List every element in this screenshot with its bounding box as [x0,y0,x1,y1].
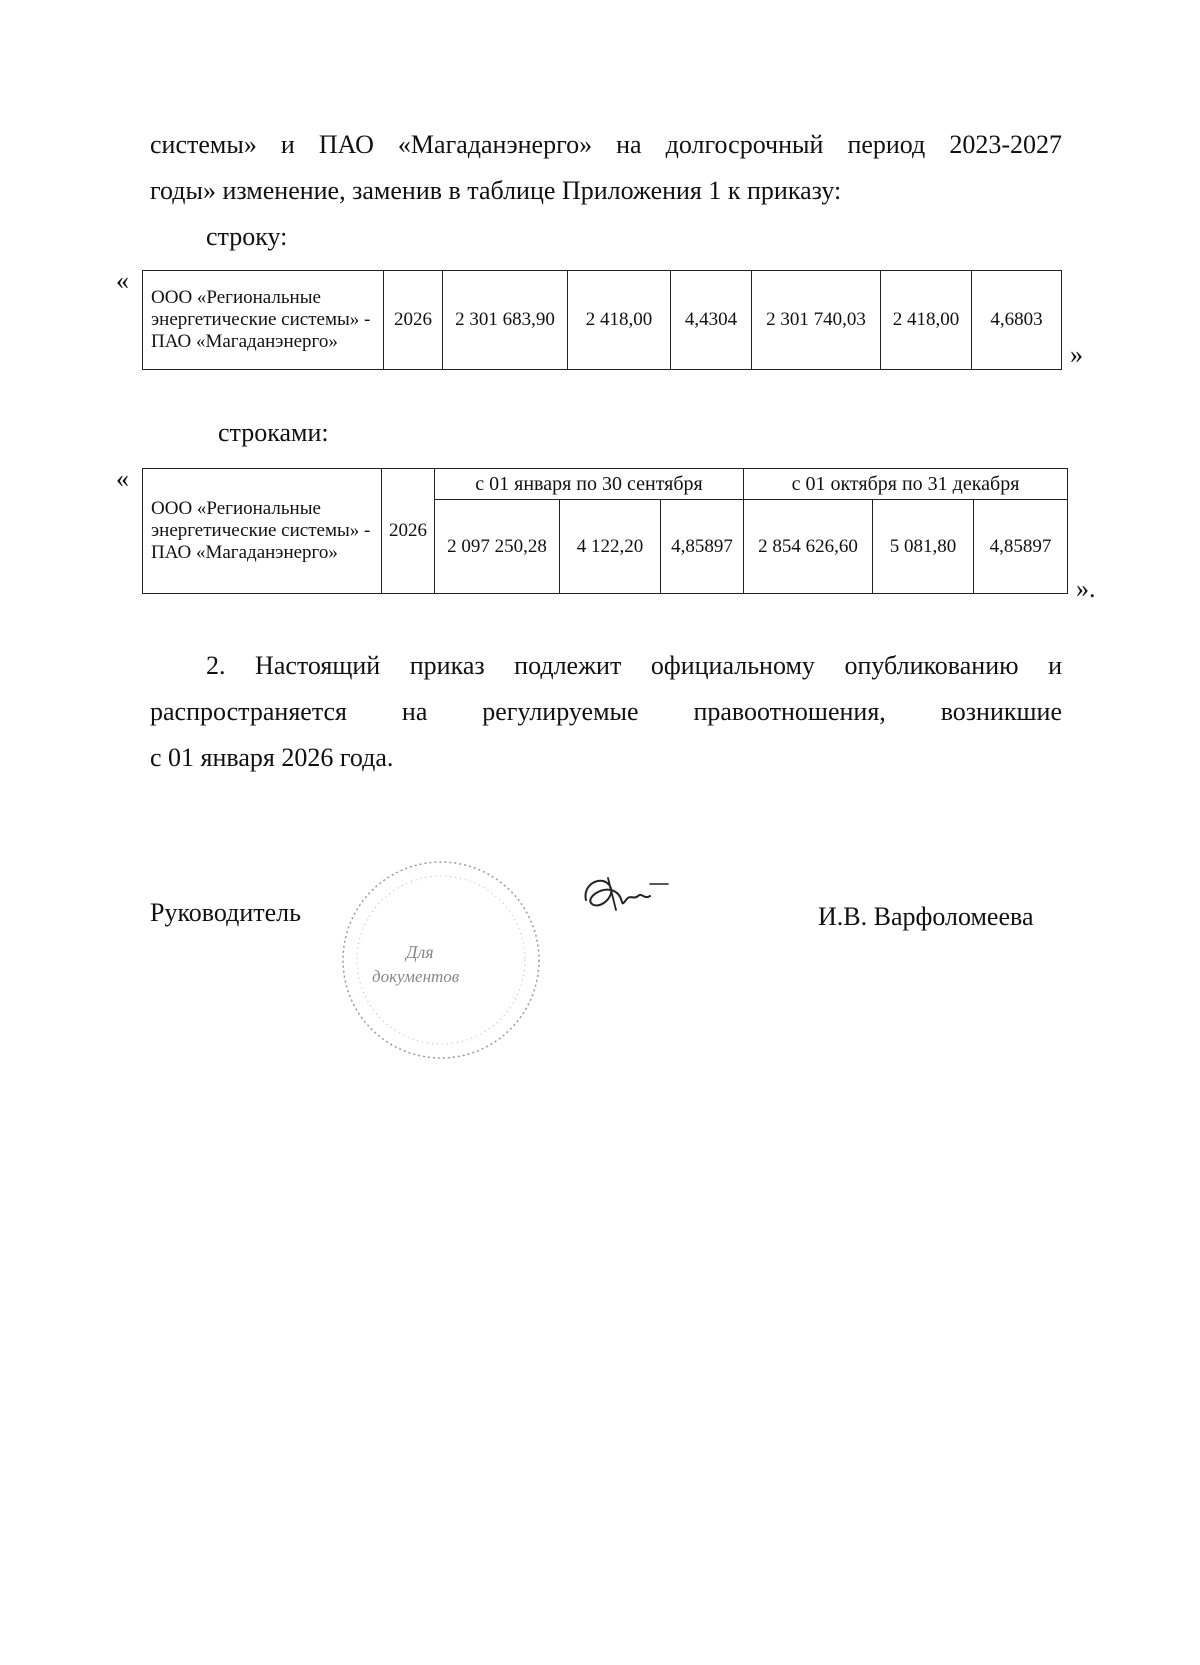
close-quote-1: » [1070,340,1083,369]
clause2-line-2: распространяется на регулируемые правоотношения, возникшие [150,697,1062,726]
label-row: строку: [206,222,288,251]
signer-title: Руководитель [150,898,301,927]
value-cell: 4,85897 [974,500,1068,594]
org-cell: ООО «Региональные энергетические системы» - ПАО «Магаданэнерго» [143,469,382,594]
value-cell: 2 854 626,60 [744,500,873,594]
period-header-1: с 01 января по 30 сентября [435,469,744,500]
table-row [143,271,1062,370]
clause2-line-1: 2. Настоящий приказ подлежит официальному опубликованию и [206,651,1062,680]
stamp-text-1: Для [406,942,434,962]
value-cell: 2 418,00 [568,271,671,370]
org-cell: ООО «Региональные энергетические системы» - ПАО «Магаданэнерго» [143,271,384,370]
signer-name: И.В. Варфоломеева [818,902,1034,931]
close-quote-2: ». [1076,574,1096,603]
value-cell: 2 097 250,28 [435,500,560,594]
stamp-text-2: документов [372,967,460,986]
value-cell: 4,4304 [671,271,752,370]
value-cell: 2 301 740,03 [752,271,881,370]
period-header-2: с 01 октября по 31 декабря [744,469,1068,500]
value-cell: 5 081,80 [873,500,974,594]
year-cell: 2026 [382,469,435,594]
year-cell: 2026 [384,271,443,370]
value-cell: 2 418,00 [881,271,972,370]
handwritten-signature-icon [580,870,670,920]
table-old [142,270,1062,370]
clause2-line-3: с 01 января 2026 года. [150,743,394,772]
table-header-row [143,469,1068,500]
label-rows: строками: [218,418,329,447]
value-cell: 4 122,20 [560,500,661,594]
intro-line-2: годы» изменение, заменив в таблице Приложения 1 к приказу: [150,176,842,205]
open-quote-2: « [116,464,129,493]
table-new [142,468,1068,594]
value-cell: 4,6803 [972,271,1062,370]
value-cell: 2 301 683,90 [443,271,568,370]
open-quote-1: « [116,266,129,295]
seal-stamp-icon [336,850,546,1070]
value-cell: 4,85897 [661,500,744,594]
intro-line-1: системы» и ПАО «Магаданэнерго» на долгосрочный период 2023-2027 [150,130,1062,159]
